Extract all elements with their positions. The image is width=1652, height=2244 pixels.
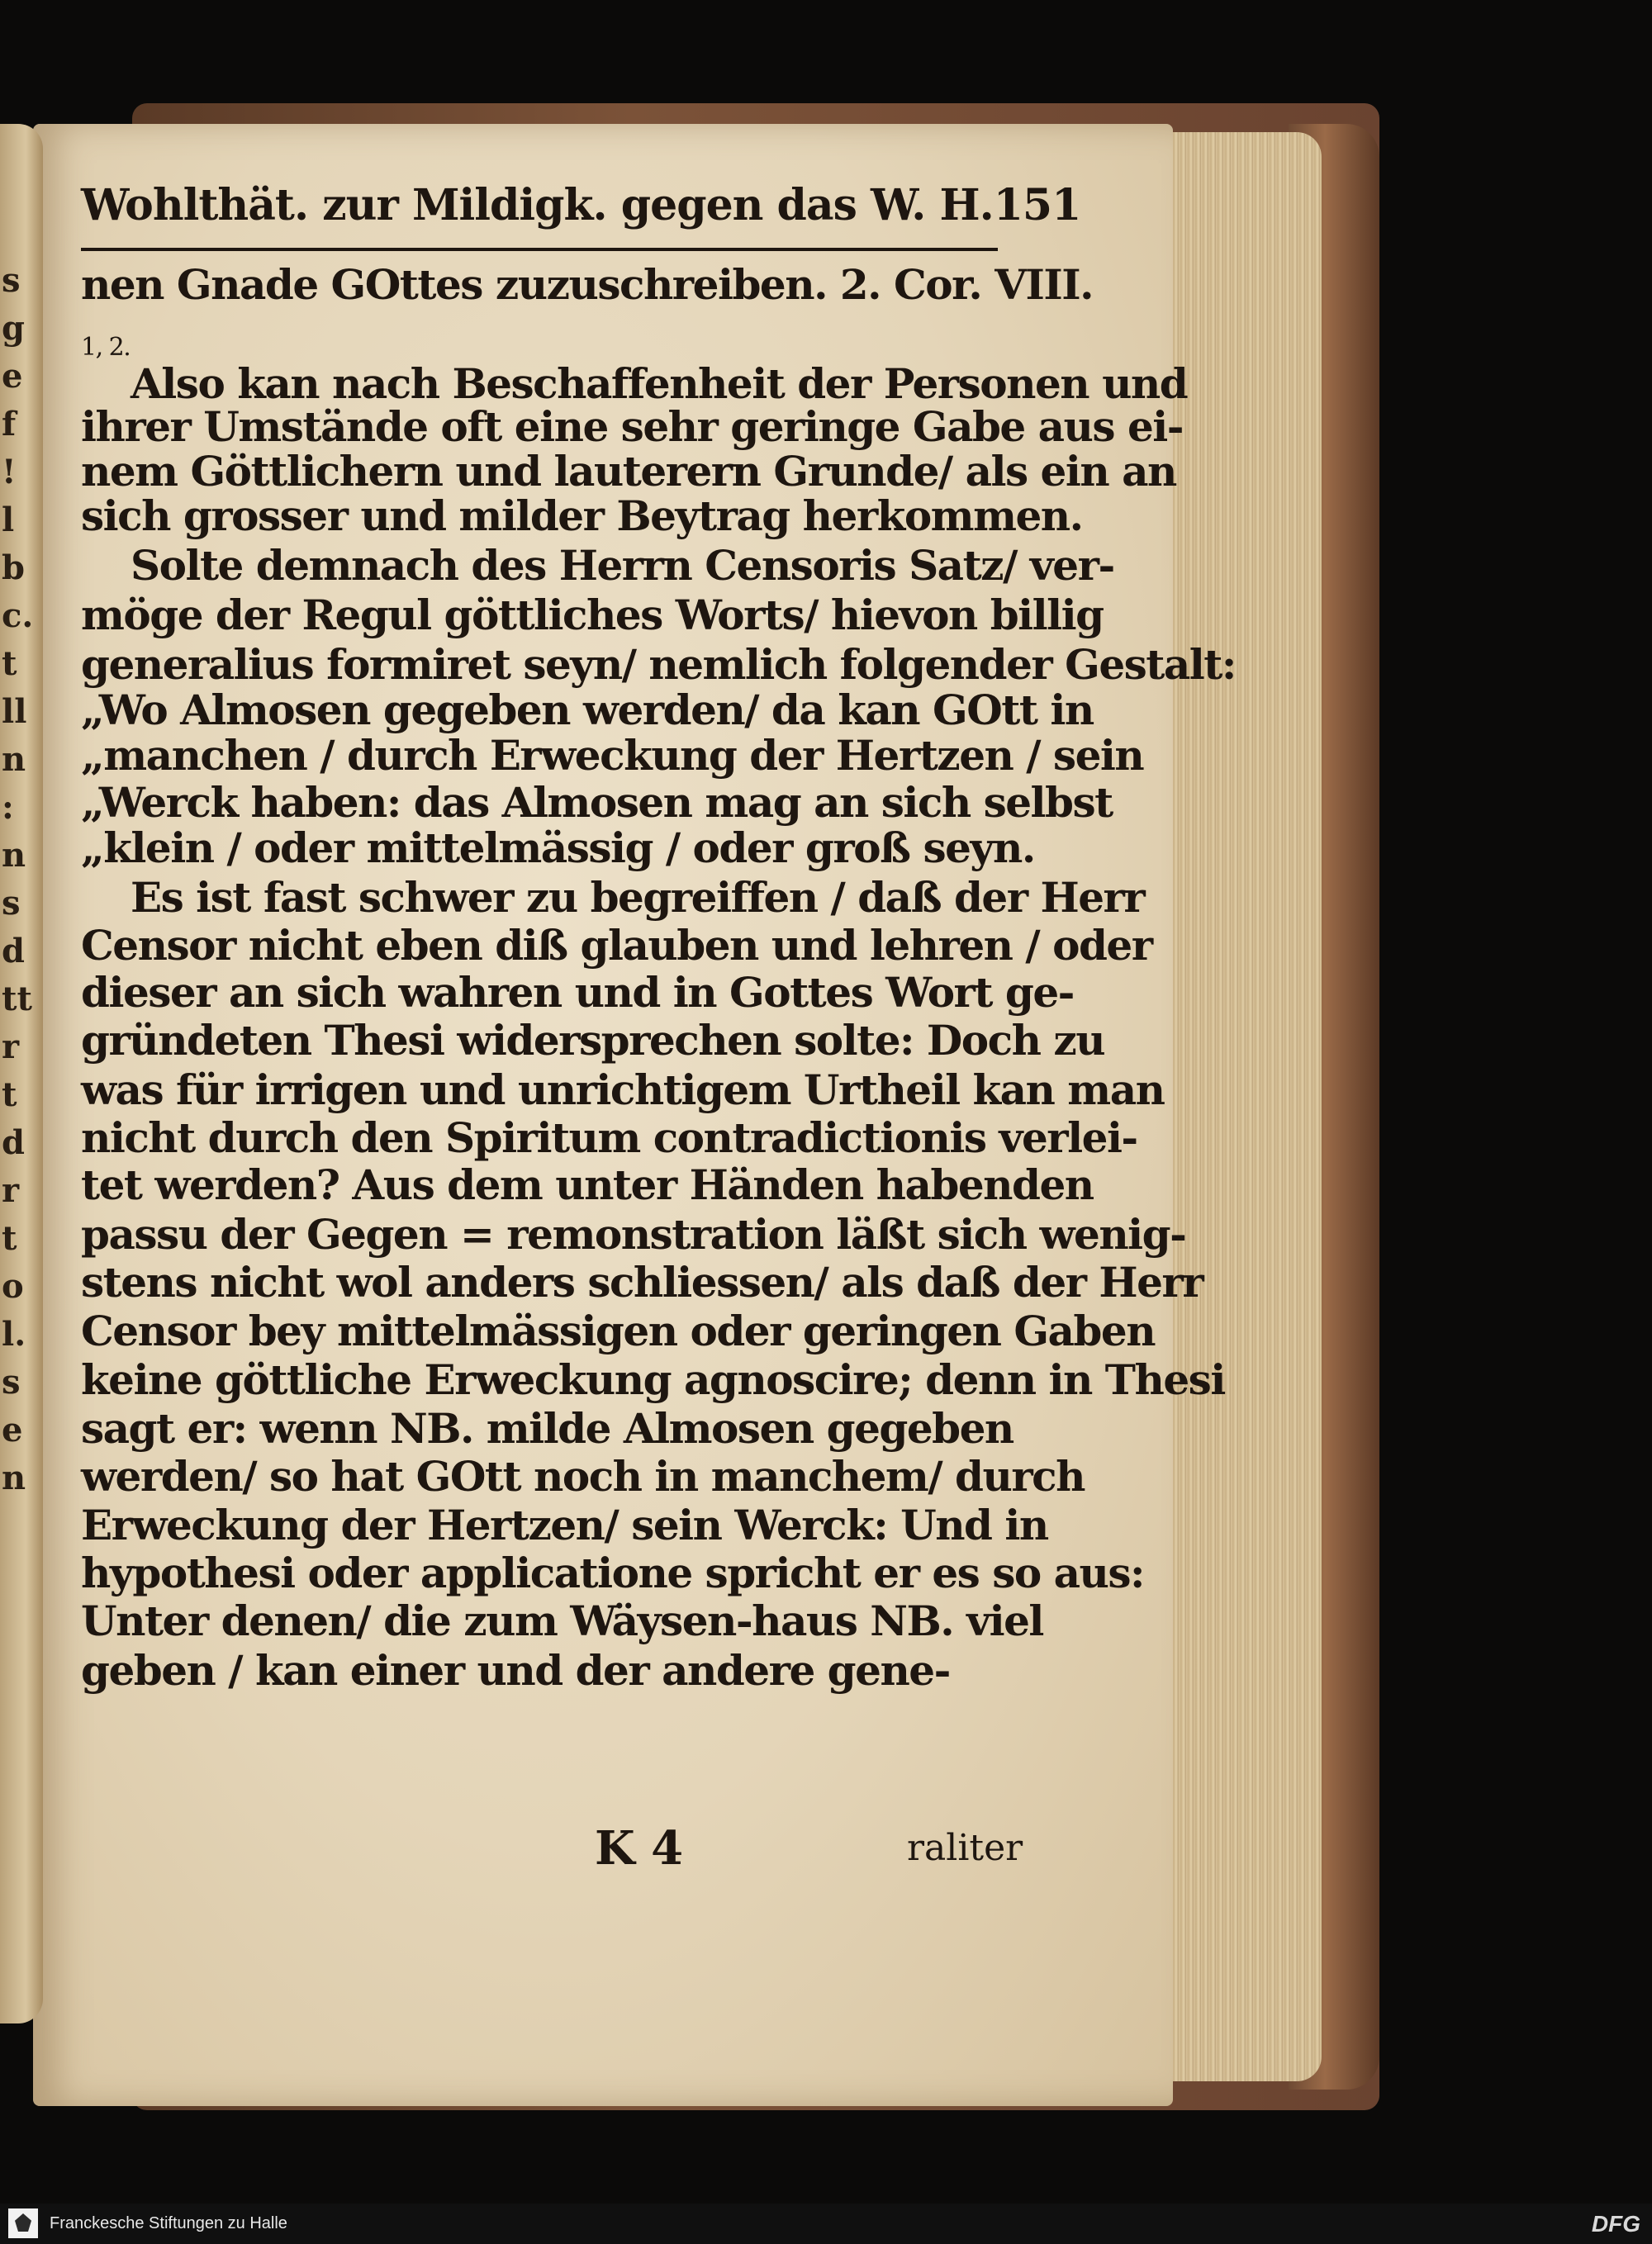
text-line: sich grosser und milder Beytrag herkommen. — [81, 491, 1083, 540]
previous-page-fragment: e — [2, 1411, 23, 1449]
text-line: 1, 2. — [81, 333, 131, 362]
previous-page-fragment: : — [2, 788, 14, 827]
catchword: raliter — [907, 1827, 1023, 1869]
text-line: keine göttliche Erweckung agnoscire; denn in Thesi — [81, 1355, 1225, 1404]
text-line: Es ist fast schwer zu begreiffen / daß der Herr — [131, 873, 1145, 922]
text-line: stens nicht wol anders schliessen/ als daß der Herr — [81, 1258, 1203, 1307]
institution-logo-icon — [8, 2208, 38, 2238]
previous-page-fragment: t — [2, 1075, 17, 1114]
text-line: „manchen / durch Erweckung der Hertzen / sein — [81, 731, 1144, 780]
previous-page-fragment: s — [2, 261, 21, 300]
previous-page-fragment: d — [2, 1123, 25, 1162]
dfg-logo: DFG — [1591, 2211, 1640, 2237]
previous-page-fragment: r — [2, 1027, 20, 1066]
text-line: geben / kan einer und der andere gene- — [81, 1646, 950, 1695]
previous-page-fragment: ll — [2, 692, 27, 731]
previous-page-fragment: l — [2, 501, 15, 539]
text-line: Censor nicht eben diß glauben und lehren / oder — [81, 921, 1152, 970]
text-line: tet werden? Aus dem unter Händen habenden — [81, 1160, 1094, 1209]
previous-page-fragment: r — [2, 1171, 20, 1210]
previous-page-fragment: b — [2, 548, 25, 587]
text-line: gründeten Thesi widersprechen solte: Doch zu — [81, 1016, 1105, 1065]
text-line: „Wo Almosen gegeben werden/ da kan GOtt in — [81, 686, 1094, 734]
previous-page-fragment: o — [2, 1267, 24, 1306]
previous-page-fragment: e — [2, 357, 23, 396]
previous-page-edge — [0, 124, 43, 2023]
previous-page-fragment: d — [2, 932, 25, 970]
previous-page-fragment: s — [2, 1363, 21, 1402]
text-line: Also kan nach Beschaffenheit der Personen und — [131, 359, 1188, 408]
text-line: Erweckung der Hertzen/ sein Werck: Und in — [81, 1501, 1048, 1549]
viewer-footer — [0, 2204, 1652, 2244]
previous-page-fragment: ! — [2, 453, 17, 491]
page-number: 151 — [993, 180, 1081, 230]
text-line: was für irrigen und unrichtigem Urtheil kan man — [81, 1065, 1165, 1114]
previous-page-fragment: f — [2, 405, 17, 444]
text-line: dieser an sich wahren und in Gottes Wort ge- — [81, 968, 1074, 1017]
text-line: nicht durch den Spiritum contradictionis verlei- — [81, 1113, 1137, 1162]
text-line: Censor bey mittelmässigen oder geringen Gaben — [81, 1307, 1156, 1355]
previous-page-fragment: s — [2, 884, 21, 923]
text-line: möge der Regul göttliches Worts/ hievon billig — [81, 591, 1104, 639]
text-line: ihrer Umstände oft eine sehr geringe Gabe aus ei- — [81, 402, 1184, 451]
header-rule — [81, 248, 998, 251]
text-line: werden/ so hat GOtt noch in manchem/ durch — [81, 1452, 1085, 1501]
text-line: Unter denen/ die zum Wäysen-haus NB. viel — [81, 1596, 1043, 1645]
text-line: nem Göttlichern und lauterern Grunde/ als ein an — [81, 447, 1176, 496]
text-line: sagt er: wenn NB. milde Almosen gegeben — [81, 1404, 1014, 1453]
previous-page-fragment: n — [2, 1459, 26, 1497]
previous-page-fragment: tt — [2, 980, 32, 1018]
previous-page-fragment: n — [2, 740, 26, 779]
previous-page-fragment: l. — [2, 1315, 26, 1354]
previous-page-fragment: t — [2, 1219, 17, 1258]
text-line: hypothesi oder applicatione spricht er es so aus: — [81, 1549, 1144, 1597]
previous-page-fragment: n — [2, 836, 26, 875]
text-line: nen Gnade GOttes zuzuschreiben. 2. Cor. VIII. — [81, 260, 1094, 309]
previous-page-fragment: c. — [2, 596, 34, 635]
previous-page-fragment: g — [2, 309, 25, 348]
running-head — [81, 180, 1081, 230]
text-line: Solte demnach des Herrn Censoris Satz/ ver- — [131, 541, 1114, 590]
institution-name: Franckesche Stiftungen zu Halle — [50, 2214, 287, 2232]
signature-mark: K 4 — [595, 1821, 684, 1876]
text-line: „klein / oder mittelmässig / oder groß seyn. — [81, 823, 1035, 872]
running-head-title: Wohlthät. zur Mildigk. gegen das W. H. — [81, 180, 994, 230]
text-line: passu der Gegen = remonstration läßt sich wenig- — [81, 1210, 1186, 1259]
text-line: „Werck haben: das Almosen mag an sich selbst — [81, 778, 1113, 827]
previous-page-fragment: t — [2, 644, 17, 683]
text-line: generalius formiret seyn/ nemlich folgender Gestalt: — [81, 640, 1236, 689]
